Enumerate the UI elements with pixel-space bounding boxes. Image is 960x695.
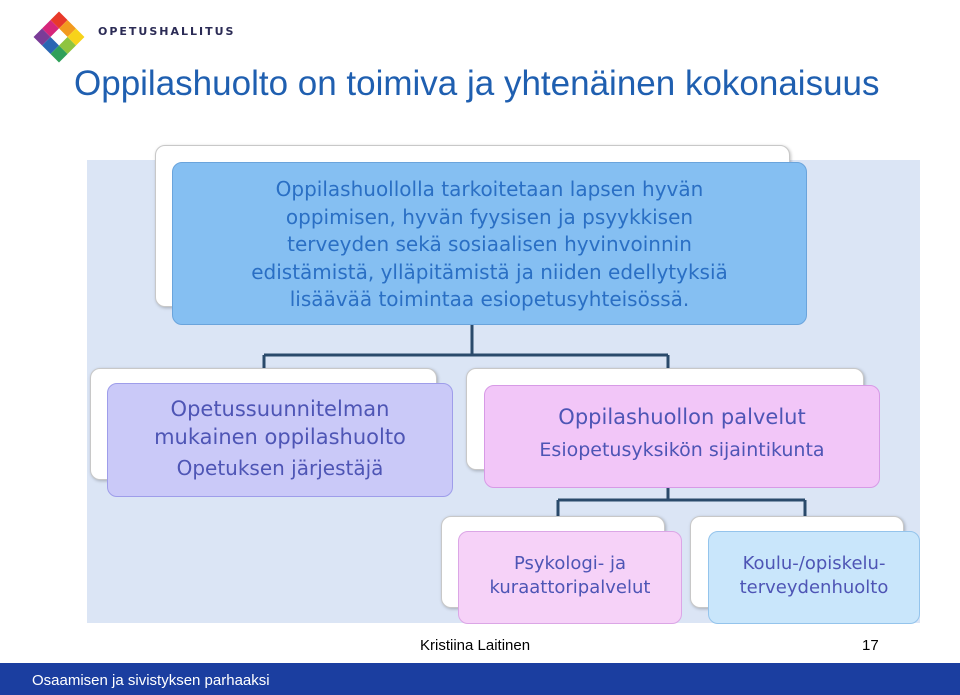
psychologist-box — [458, 531, 682, 624]
services-title: Oppilashuollon palvelut — [558, 405, 806, 429]
curriculum-title-line: mukainen oppilashuolto — [154, 425, 406, 449]
psychologist-line: kuraattoripalvelut — [489, 577, 651, 598]
logo-text: OPETUSHALLITUS — [98, 25, 236, 38]
purpose-box — [172, 162, 807, 325]
footer-slogan: Osaamisen ja sivistyksen parhaaksi — [32, 672, 270, 689]
author-name: Kristiina Laitinen — [398, 633, 558, 663]
curriculum-subtitle: Opetuksen järjestäjä — [176, 456, 384, 480]
services-box — [484, 385, 880, 488]
purpose-line: oppimisen, hyvän fyysisen ja psyykkisen — [285, 204, 694, 229]
health-care-line: terveydenhuolto — [739, 577, 889, 598]
psychologist-line: Psykologi- ja — [513, 553, 627, 574]
services-subtitle: Esiopetusyksikön sijaintikunta — [539, 439, 825, 461]
health-care-box — [708, 531, 920, 624]
purpose-line: terveyden sekä sosiaalisen hyvinvoinnin — [287, 232, 692, 256]
page-number: 17 — [850, 633, 910, 663]
curriculum-box — [107, 383, 453, 497]
health-care-line: Koulu-/opiskelu- — [742, 553, 886, 574]
purpose-line: lisäävää toimintaa esiopetusyhteisössä. — [289, 287, 690, 311]
purpose-line: Oppilashuollolla tarkoitetaan lapsen hyvän — [275, 177, 704, 201]
slide-title: Oppilashuolto on toimiva ja yhtenäinen kokonaisuus — [74, 64, 880, 103]
curriculum-title-line: Opetussuunnitelman — [170, 397, 390, 421]
purpose-line: edistämistä, ylläpitämistä ja niiden edellytyksiä — [251, 259, 728, 284]
